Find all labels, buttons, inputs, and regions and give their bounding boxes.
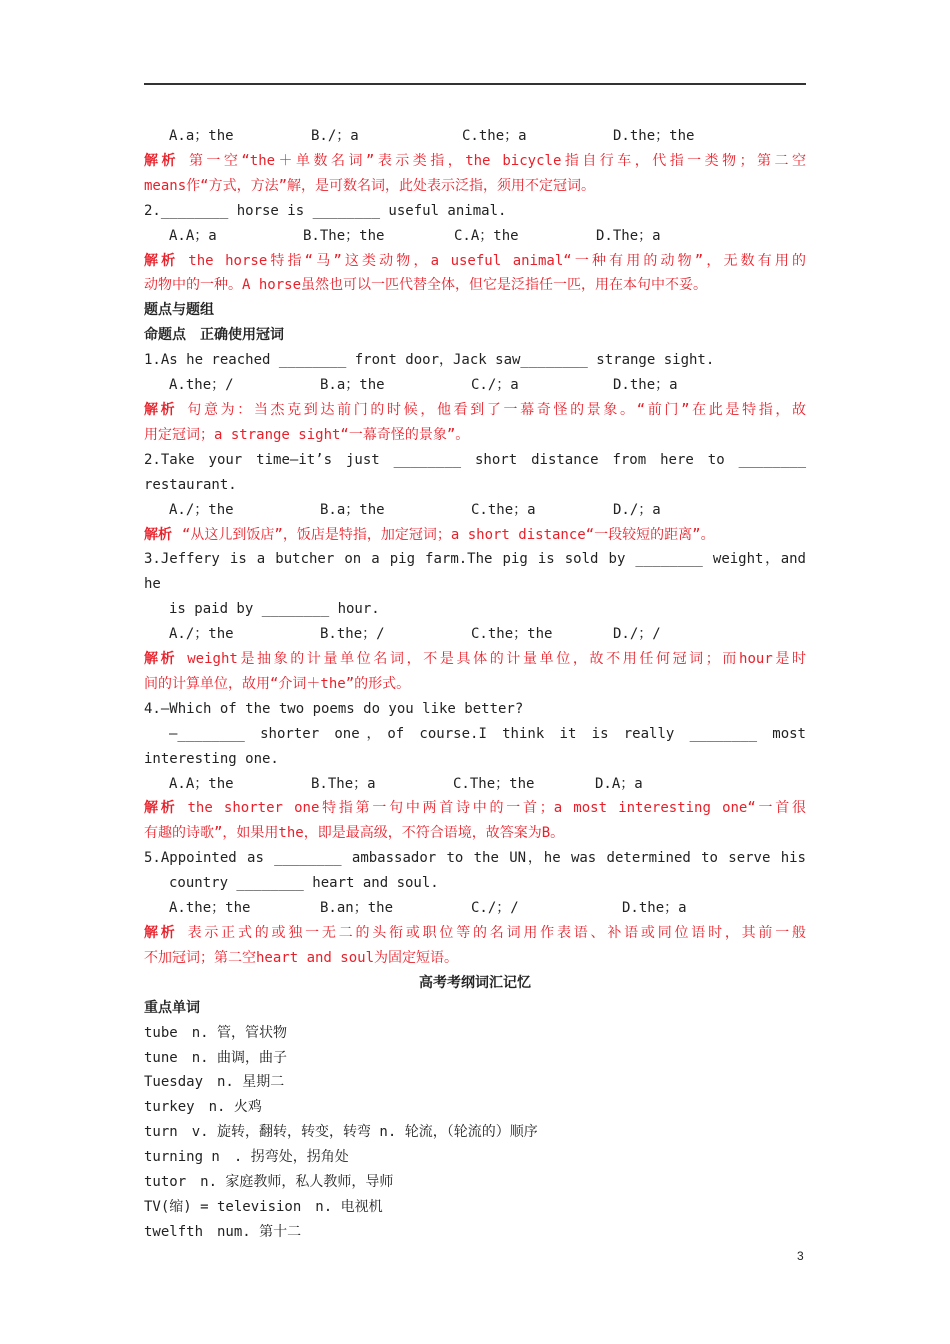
text-line: 3.Jeffery is a butcher on a pig farm.The pig is sold by ________ weight，and he (144, 551, 806, 593)
header-rule (144, 83, 806, 85)
option-a: A./；the (169, 501, 234, 518)
text-line: country ________ heart and soul. (169, 875, 439, 892)
option-c: C./；a (471, 377, 519, 394)
analysis-line (144, 423, 806, 448)
analysis-line (144, 672, 806, 697)
analysis-line (144, 946, 806, 971)
analysis-text: means作“方式，方法”解，是可数名词，此处表示泛指，须用不定冠词。 (144, 177, 595, 194)
option-c: C.A；the (454, 227, 519, 244)
section-heading: 重点单词 (144, 999, 200, 1016)
analysis-label: 解析 (144, 800, 178, 817)
section-title: 高考考纲词汇记忆 (419, 974, 531, 991)
option-d: D.the；the (613, 128, 695, 144)
option-b: B.a；the (320, 377, 385, 394)
option-a: A.A；a (169, 227, 217, 244)
option-a: A.the；/ (169, 377, 234, 394)
option-a: A.the；the (169, 900, 251, 917)
text-line: 2.Take your time—it’s just ________ short distance from here to ________ (144, 451, 806, 468)
option-c: C.the；the (471, 626, 553, 643)
analysis-text: the shorter one特指第一句中两首诗中的一首；a most interesting one“一首很 (187, 800, 807, 817)
analysis-text: 不加冠词；第二空heart and soul为固定短语。 (144, 949, 459, 966)
text-line: 5.Appointed as ________ ambassador to the UN，he was determined to serve his (144, 850, 806, 867)
option-b: B.the；/ (320, 626, 385, 643)
option-a: A.a；the (169, 128, 234, 144)
text-line: is paid by ________ hour. (169, 601, 380, 618)
text-line: restaurant. (144, 476, 237, 493)
analysis-line (144, 647, 806, 672)
text-line: interesting one. (144, 750, 279, 767)
option-d: D./；/ (613, 626, 661, 643)
analysis-line (144, 796, 806, 821)
answer-options (144, 373, 806, 398)
page-number: 3 (797, 1249, 804, 1263)
option-b: B.a；the (320, 501, 385, 518)
answer-options (144, 498, 806, 523)
analysis-text: the horse特指“马”这类动物，a useful animal“一种有用的动物”，无数有用的 (188, 252, 806, 269)
option-b: B.The；a (311, 775, 376, 792)
text-line: tutor n. 家庭教师，私人教师，导师 (144, 1174, 394, 1191)
option-d: D.A；a (595, 775, 643, 792)
analysis-text: 有趣的诗歌”，如果用the，即是最高级，不符合语境，故答案为B。 (144, 825, 565, 842)
text-line: turn v. 旋转，翻转，转变，转弯 n. 轮流，（轮流的）顺序 (144, 1124, 538, 1141)
analysis-line (144, 249, 806, 274)
option-c: C.The；the (453, 775, 535, 792)
text-line: —________ shorter one，of course.I think it is really ________ most (169, 725, 806, 742)
option-a: A./；the (169, 626, 234, 643)
option-c: C.the；a (471, 501, 536, 518)
analysis-label: 解析 (144, 651, 178, 668)
option-d: D.the；a (622, 900, 687, 917)
option-b: B.The；the (303, 227, 385, 244)
text-line: turkey n. 火鸡 (144, 1099, 262, 1116)
analysis-text: 句意为：当杰克到达前门的时候，他看到了一幕奇怪的景象。“前门”在此是特指，故 (187, 401, 807, 418)
answer-options (144, 124, 806, 149)
section-heading: 题点与题组 (144, 302, 214, 319)
analysis-line (144, 174, 806, 199)
option-c: C./；/ (471, 900, 519, 917)
analysis-line (144, 398, 806, 423)
text-line: tune n. 曲调，曲子 (144, 1049, 288, 1066)
document-body (144, 124, 806, 1245)
text-line: twelfth num. 第十二 (144, 1223, 302, 1240)
section-heading: 命题点 正确使用冠词 (144, 327, 284, 344)
text-line: 4.—Which of the two poems do you like better? (144, 700, 524, 717)
option-c: C.the；a (462, 128, 527, 144)
analysis-text: 表示正式的或独一无二的头衔或职位等的名词用作表语、补语或同位语时，其前一般 (187, 925, 807, 941)
analysis-text: 动物中的一种。A horse虽然也可以一匹代替全体，但它是泛指任一匹，用在本句中不妥。 (144, 277, 707, 294)
analysis-line (144, 921, 806, 946)
text-line: Tuesday n. 星期二 (144, 1074, 285, 1091)
option-b: B.an；the (320, 900, 394, 917)
answer-options (144, 224, 806, 249)
analysis-line (144, 273, 806, 298)
option-b: B./；a (311, 128, 359, 144)
option-d: D.The；a (596, 227, 661, 244)
option-d: D./；a (613, 501, 661, 518)
analysis-label: 解析 (144, 152, 179, 169)
analysis-line (144, 523, 806, 548)
text-line: tube n. 管，管状物 (144, 1024, 288, 1041)
text-line: TV(缩) = television n. 电视机 (144, 1198, 383, 1215)
answer-options (144, 772, 806, 797)
analysis-line (144, 821, 806, 846)
analysis-line (144, 149, 806, 174)
option-a: A.A；the (169, 775, 234, 792)
analysis-label: 解析 (144, 925, 178, 941)
analysis-text: weight是抽象的计量单位名词，不是具体的计量单位，故不用任何冠词；而hour是时 (187, 651, 806, 668)
answer-options (144, 622, 806, 647)
text-line: turning n . 拐弯处，拐角处 (144, 1149, 349, 1166)
analysis-text: 用定冠词；a strange sight“一幕奇怪的景象”。 (144, 426, 470, 443)
option-d: D.the；a (613, 377, 678, 394)
analysis-label: 解析 (144, 252, 179, 269)
analysis-text: “从这儿到饭店”，饭店是特指，加定冠词；a short distance“一段较短的距离”。 (182, 526, 715, 543)
text-line: 1.As he reached ________ front door，Jack saw________ strange sight. (144, 352, 715, 369)
analysis-text: 间的计算单位，故用“介词＋the”的形式。 (144, 675, 411, 692)
analysis-label: 解析 (144, 526, 172, 543)
analysis-label: 解析 (144, 401, 178, 418)
text-line: 2.________ horse is ________ useful animal. (144, 202, 507, 219)
analysis-text: 第一空“the＋单数名词”表示类指，the bicycle指自行车，代指一类物；第二空 (188, 152, 807, 169)
answer-options (144, 896, 806, 921)
